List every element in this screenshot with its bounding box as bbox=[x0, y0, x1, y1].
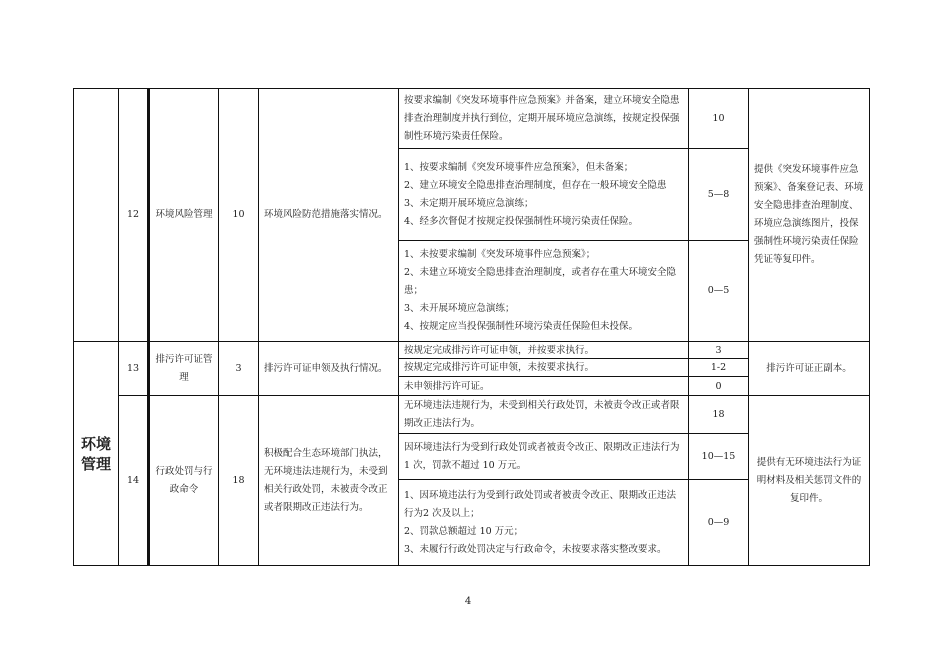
evidence: 排污许可证正副本。 bbox=[749, 342, 870, 396]
criteria-text: 无环境违法违规行为，未受到相关行政处罚，未被责令改正或者限期改正违法行为。 bbox=[399, 396, 689, 434]
evidence: 提供《突发环境事件应急预案》、备案登记表、环境安全隐患排查治理制度、环境应急演练图片，投保强制性环境污染责任保险凭证等复印件。 bbox=[749, 89, 870, 342]
criteria-points: 0 bbox=[689, 377, 749, 396]
criteria-text: 因环境违法行为受到行政处罚或者被责令改正、限期改正违法行为1 次，罚款不超过 10 万元。 bbox=[399, 434, 689, 480]
criteria-line: 1、因环境违法行为受到行政处罚或者被责令改正、限期改正违法行为2 次及以上； bbox=[404, 489, 677, 519]
item-content: 排污许可证申领及执行情况。 bbox=[259, 342, 399, 396]
criteria-points: 0—9 bbox=[689, 480, 749, 566]
criteria-points: 10—15 bbox=[689, 434, 749, 480]
item-number: 14 bbox=[119, 396, 149, 566]
evidence: 提供有无环境违法行为证明材料及相关惩罚文件的复印件。 bbox=[749, 396, 870, 566]
item-name: 环境风险管理 bbox=[149, 89, 219, 342]
criteria-line: 3、未定期开展环境应急演练； bbox=[404, 197, 534, 209]
category-label: 环境管理 bbox=[74, 342, 119, 566]
criteria-points: 3 bbox=[689, 342, 749, 359]
item-name: 排污许可证管理 bbox=[149, 342, 219, 396]
criteria-list bbox=[399, 241, 689, 342]
page-number: 4 bbox=[464, 596, 472, 607]
criteria-line: 2、罚款总额超过 10 万元； bbox=[404, 525, 524, 537]
criteria-points: 10 bbox=[689, 89, 749, 149]
criteria-line: 3、未履行行政处罚决定与行政命令，未按要求落实整改要求。 bbox=[404, 543, 667, 555]
scoring-table bbox=[73, 88, 870, 566]
item-score: 3 bbox=[219, 342, 259, 396]
item-number: 12 bbox=[119, 89, 149, 342]
item-score: 10 bbox=[219, 89, 259, 342]
criteria-line: 1、未按要求编制《突发环境事件应急预案》； bbox=[404, 249, 596, 260]
criteria-line: 1、按要求编制《突发环境事件应急预案》，但未备案； bbox=[404, 161, 634, 173]
criteria-text: 按规定完成排污许可证申领，未按要求执行。 bbox=[399, 359, 689, 377]
criteria-points: 5—8 bbox=[689, 149, 749, 241]
criteria-line: 4、经多次督促才按规定投保强制性环境污染责任保险。 bbox=[404, 215, 639, 227]
criteria-points: 1-2 bbox=[689, 359, 749, 377]
category-cell-empty bbox=[74, 89, 119, 342]
table-row bbox=[74, 342, 870, 359]
criteria-points: 0—5 bbox=[689, 241, 749, 342]
criteria-text: 未申领排污许可证。 bbox=[399, 377, 689, 396]
criteria-text: 按规定完成排污许可证申领，并按要求执行。 bbox=[399, 342, 689, 359]
criteria-line: 3、未开展环境应急演练； bbox=[404, 303, 515, 314]
criteria-list bbox=[399, 149, 689, 241]
criteria-text: 按要求编制《突发环境事件应急预案》并备案，建立环境安全隐患排查治理制度并执行到位，定期开展环境应急演练，按规定投保强制性环境污染责任保险。 bbox=[399, 89, 689, 149]
item-content: 积极配合生态环境部门执法，无环境违法违规行为，未受到相关行政处罚，未被责令改正或者限期改正违法行为。 bbox=[259, 396, 399, 566]
criteria-line: 2、建立环境安全隐患排查治理制度，但存在一般环境安全隐患 bbox=[404, 179, 667, 191]
criteria-line: 2、未建立环境安全隐患排查治理制度，或者存在重大环境安全隐患； bbox=[404, 267, 677, 296]
criteria-list bbox=[399, 480, 689, 566]
item-number: 13 bbox=[119, 342, 149, 396]
criteria-line: 4、按规定应当投保强制性环境污染责任保险但未投保。 bbox=[404, 321, 639, 332]
table-row bbox=[74, 396, 870, 434]
item-name: 行政处罚与行政命令 bbox=[149, 396, 219, 566]
table-row bbox=[74, 89, 870, 149]
item-content: 环境风险防范措施落实情况。 bbox=[259, 89, 399, 342]
item-score: 18 bbox=[219, 396, 259, 566]
criteria-points: 18 bbox=[689, 396, 749, 434]
